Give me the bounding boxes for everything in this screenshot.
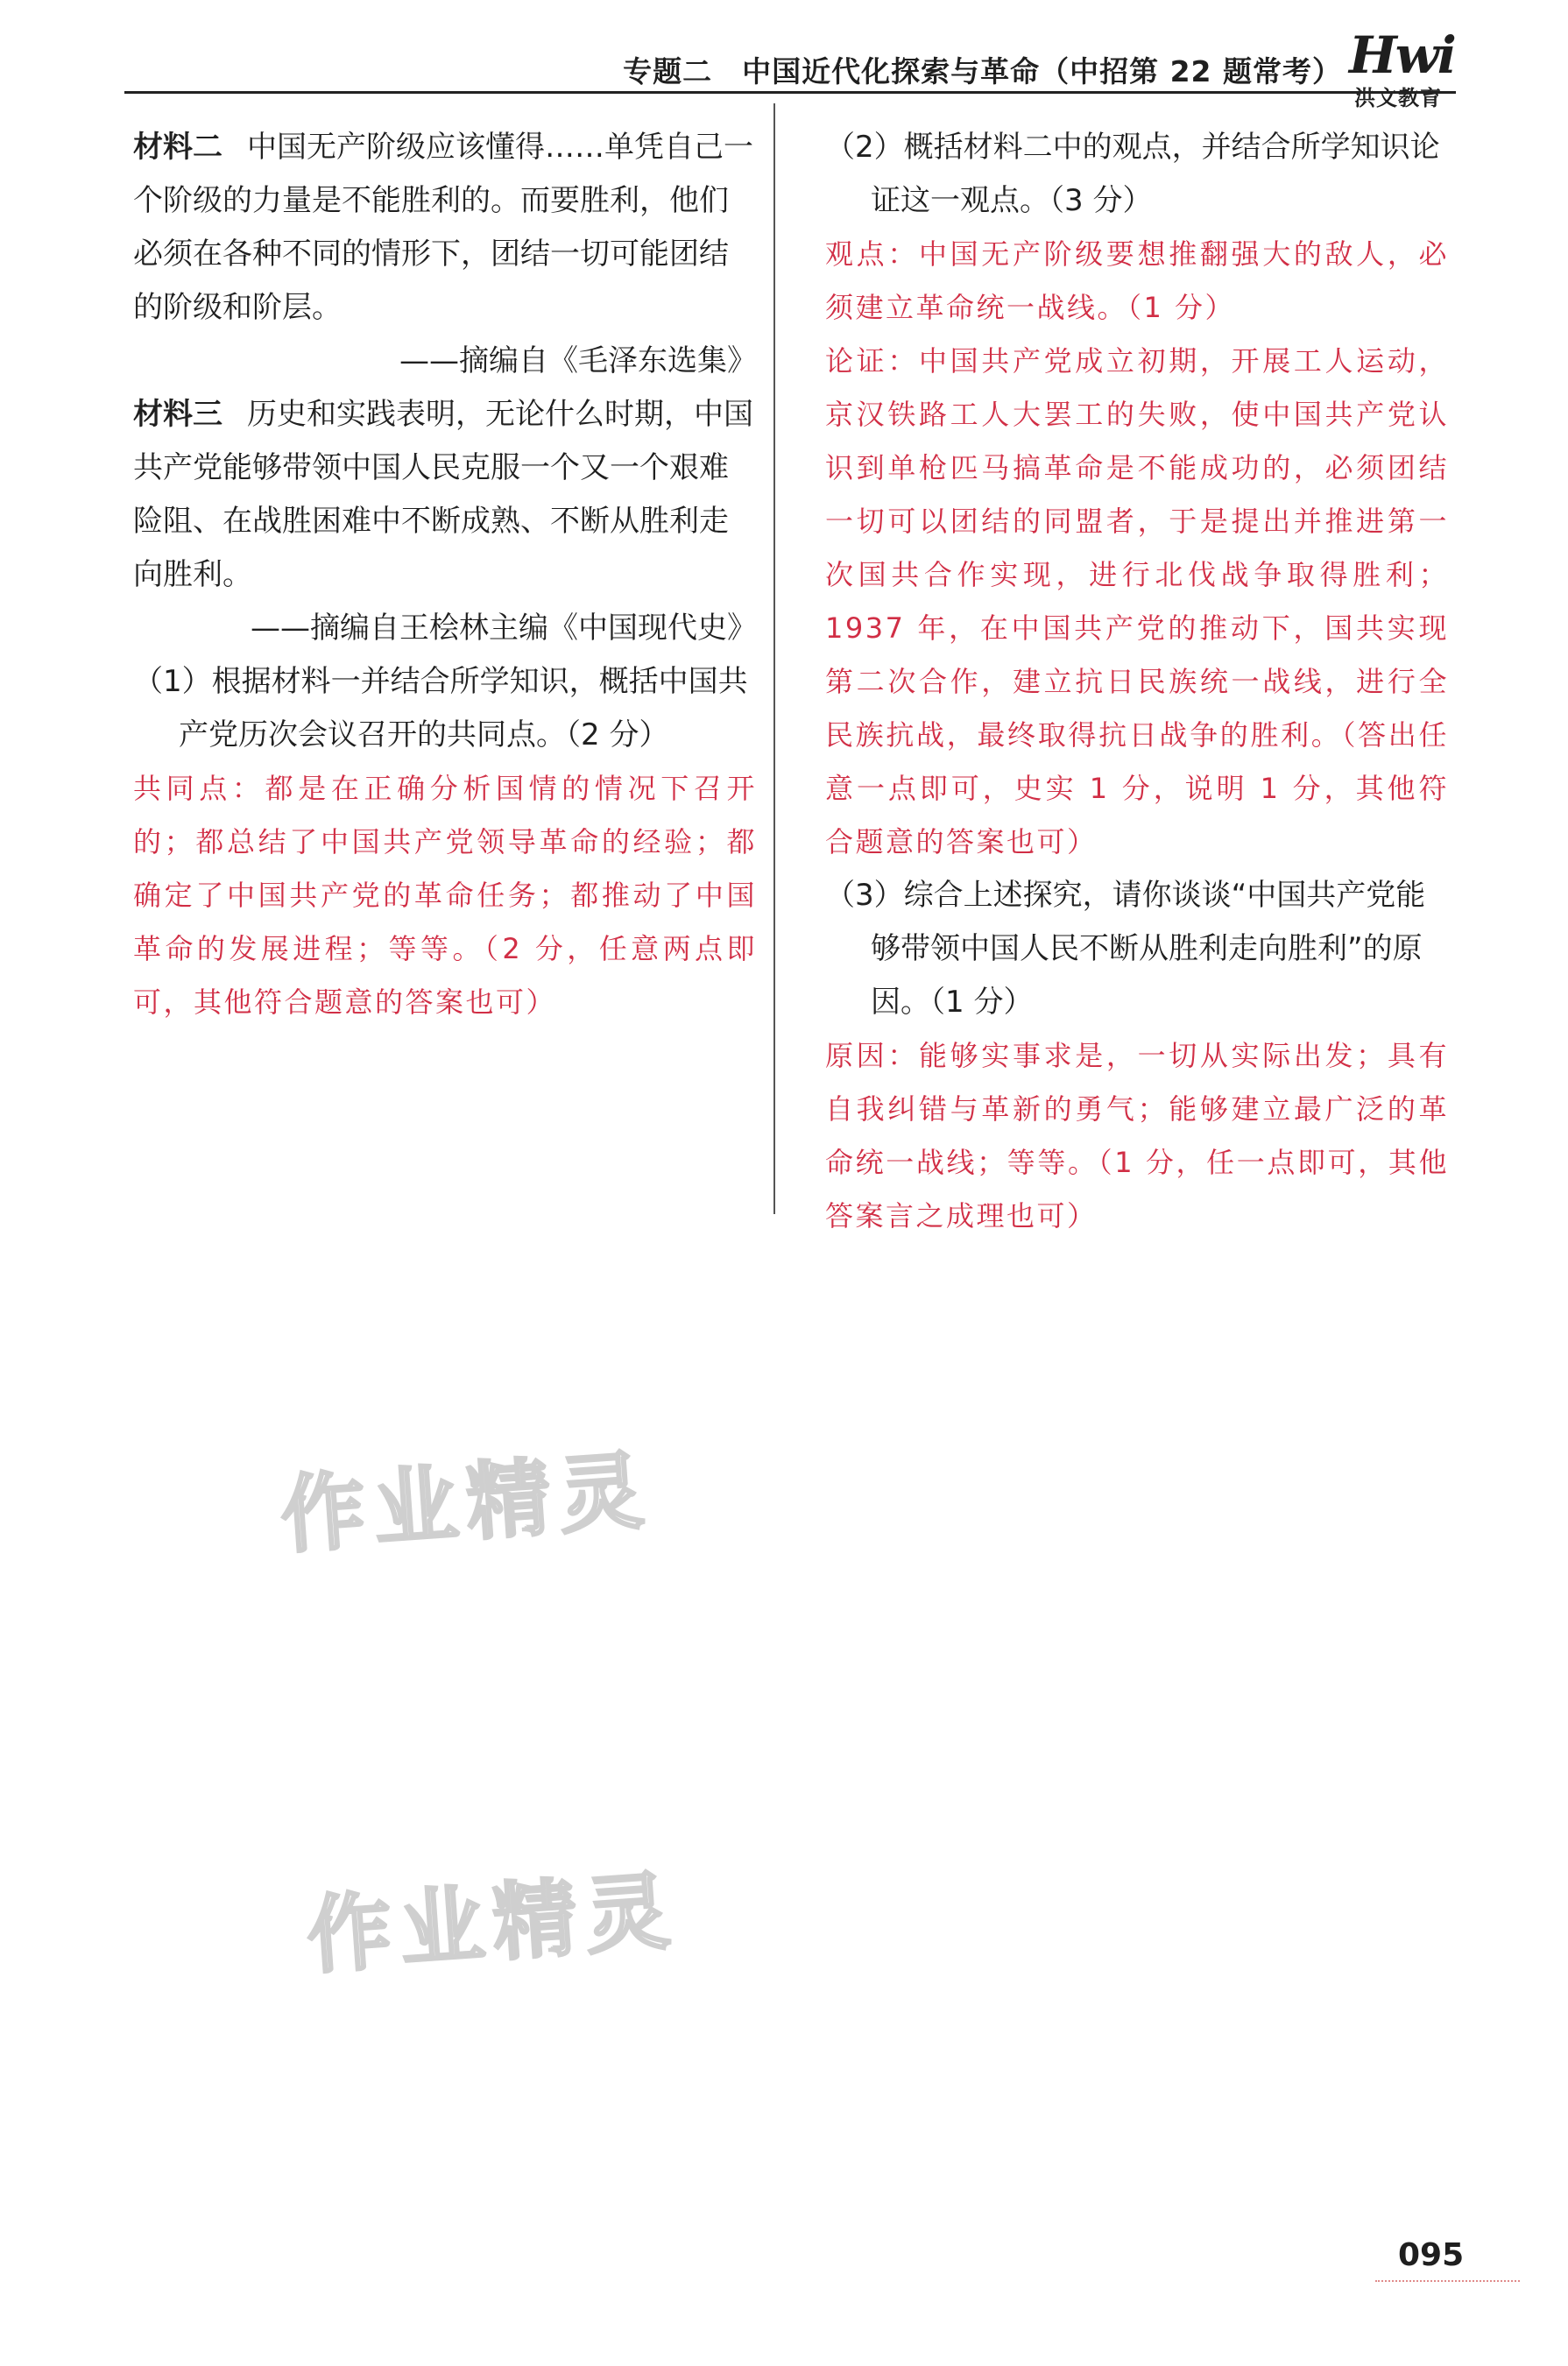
page-header [0, 0, 1568, 110]
answer-one: 共同点：都是在正确分析国情的情况下召开的；都总结了中国共产党领导革命的经验；都确定了中国共产党的革命任务；都推动了中国革命的发展进程；等等。（2 分，任意两点即可，其他符合题意的答案也可） [133, 772, 757, 1019]
logo-text: 洪文教育 [1354, 86, 1442, 110]
question-three: （3）综合上述探究，请你谈谈“中国共产党能够带领中国人民不断从胜利走向胜利”的原因。（1 分） [825, 878, 1426, 1020]
answer-two-view: 观点：中国无产阶级要想推翻强大的敌人，必须建立革命统一战线。（1 分） [825, 237, 1449, 324]
material-two [133, 121, 757, 335]
question-two: （2）概括材料二中的观点，并结合所学知识论证这一观点。（3 分） [825, 130, 1440, 218]
answer-two-argument: 论证：中国共产党成立初期，开展工人运动，京汉铁路工人大罢工的失败，使中国共产党认识到单枪匹马搞革命是不能成功的，必须团结一切可以团结的同盟者，于是提出并推进第一次国共合作实现，进行北伐战争取得胜利；1937 年，在中国共产党的推动下，国共实现第二次合作，建立抗日民族统一战线，进行全民族抗战，最终取得抗日战争的胜利。（答出任意一点即可，史实 1 分，说明 1 分，其他符合题意的答案也可） [825, 344, 1449, 858]
chapter-title: 专题二 中国近代化探索与革命（中招第 22 题常考） [623, 54, 1342, 88]
page-number: 095 [1398, 2237, 1465, 2273]
watermark: 作业精灵 [278, 1441, 655, 1565]
material-two-label: 材料二 [133, 130, 222, 165]
answer-three: 原因：能够实事求是，一切从实际出发；具有自我纠错与革新的勇气；能够建立最广泛的革命统一战线；等等。（1 分，任一点即可，其他答案言之成理也可） [825, 1039, 1449, 1232]
material-three-source: ——摘编自王桧林主编《中国现代史》 [251, 611, 757, 646]
material-three [133, 388, 757, 602]
left-column [133, 121, 757, 1029]
watermark: 作业精灵 [304, 1861, 682, 1986]
material-two-source: ——摘编自《毛泽东选集》 [399, 343, 757, 378]
right-column [825, 121, 1449, 1243]
header-rule [124, 91, 1456, 94]
logo-mark: Hwi [1349, 25, 1455, 85]
material-three-text: 历史和实践表明，无论什么时期，中国共产党能够带领中国人民克服一个又一个艰难险阻、在战胜困难中不断成熟、不断从胜利走向胜利。 [133, 397, 753, 592]
column-divider [773, 103, 775, 1214]
material-two-text: 中国无产阶级应该懂得……单凭自己一个阶级的力量是不能胜利的。而要胜利，他们必须在各种不同的情形下，团结一切可能团结的阶级和阶层。 [133, 130, 753, 325]
publisher-logo [1344, 25, 1456, 110]
material-three-label: 材料三 [133, 397, 222, 432]
page-number-rule [1375, 2280, 1520, 2282]
question-one: （1）根据材料一并结合所学知识，概括中国共产党历次会议召开的共同点。（2 分） [133, 664, 748, 752]
